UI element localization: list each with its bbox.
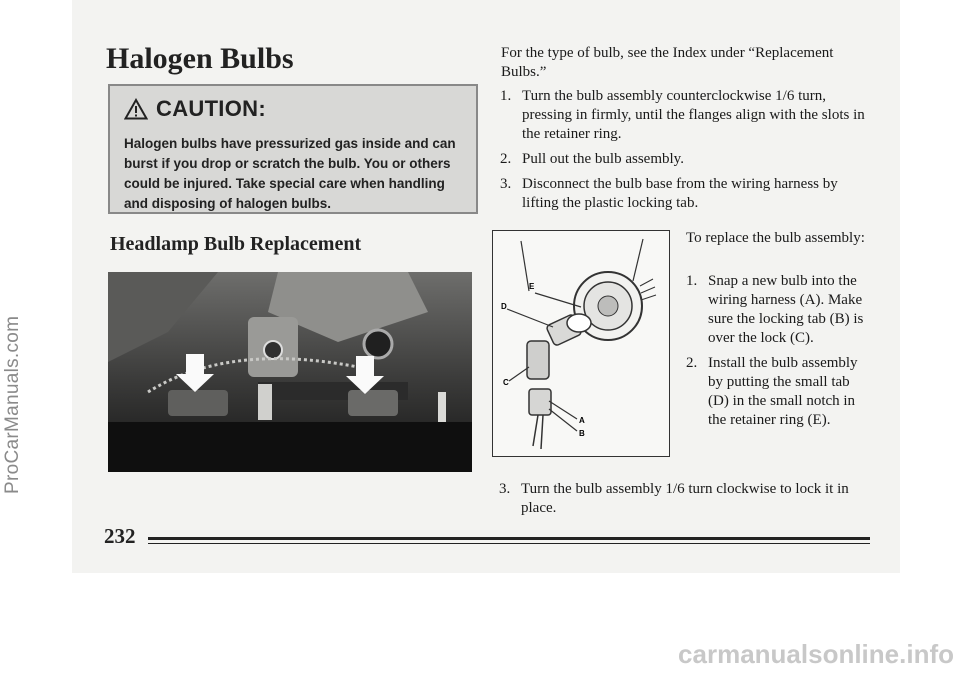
bulb-type-note: For the type of bulb, see the Index under “Replacement Bulbs.” (501, 45, 834, 80)
warning-triangle-icon (124, 98, 148, 120)
bottom-watermark: carmanualsonline.info (678, 639, 954, 669)
list-item: 1. Snap a new bulb into the wiring harness (A). Make sure the locking tab (B) is over the lock (C). (686, 273, 864, 346)
subsection-title: Headlamp Bulb Replacement (110, 233, 362, 255)
removal-steps (500, 87, 868, 219)
footer-rule (148, 537, 870, 540)
caution-title: CAUTION: (156, 96, 266, 121)
label-c: C (503, 378, 509, 387)
list-item: 1. Turn the bulb assembly counterclockwise 1/6 turn, pressing in firmly, until the flanges align with the slots in the retainer ring. (500, 88, 865, 142)
footer-rule-thin (148, 543, 870, 544)
headlamp-photo (108, 272, 472, 472)
side-watermark: ProCarManuals.com (2, 315, 23, 495)
label-a: A (579, 416, 585, 425)
caution-text: Halogen bulbs have pressurized gas inside and can burst if you drop or scratch the bulb. You or others could be injured. Take special care when handling and disposing of halogen bulbs. (124, 136, 456, 211)
final-step: 3. Turn the bulb assembly 1/6 turn clockwise to lock it in place. (499, 481, 849, 516)
bulb-diagram (492, 230, 670, 457)
caution-box (108, 84, 478, 214)
label-d: D (501, 302, 507, 311)
list-item: 2. Pull out the bulb assembly. (500, 151, 684, 167)
label-b: B (579, 429, 585, 438)
list-item: 2. Install the bulb assembly by putting the small tab (D) in the small notch in the retainer ring (E). (686, 355, 858, 428)
list-item: 3. Disconnect the bulb base from the wiring harness by lifting the plastic locking tab. (500, 176, 838, 211)
replace-intro: To replace the bulb assembly: (686, 230, 865, 246)
page-number: 232 (104, 524, 136, 548)
section-title: Halogen Bulbs (106, 42, 294, 75)
label-e: E (529, 282, 535, 291)
caution-header (124, 96, 464, 122)
install-steps (686, 272, 866, 436)
